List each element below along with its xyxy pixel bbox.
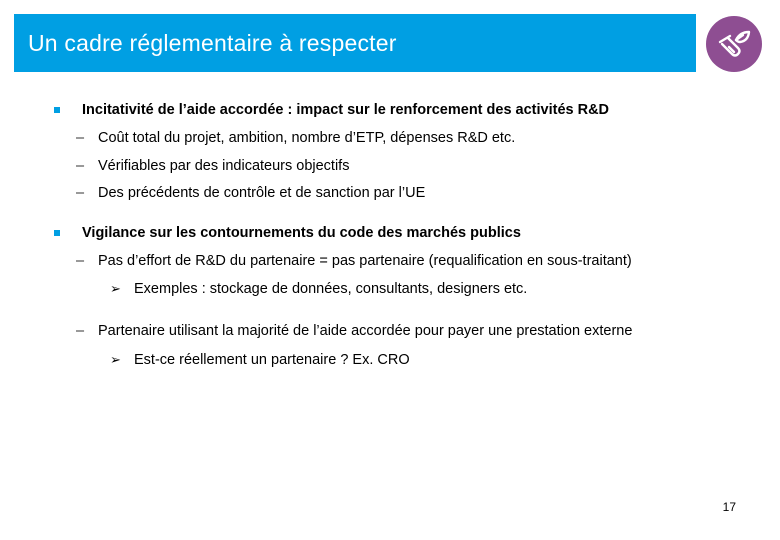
bullet-1-text: Incitativité de l’aide accordée : impact sur le renforcement des activités R&D <box>82 102 610 118</box>
dash-icon: – <box>76 323 85 339</box>
page-number: 17 <box>722 500 736 514</box>
arrow-bullet-icon: ➢ <box>110 352 121 367</box>
dash-icon: – <box>76 158 85 174</box>
sub-bullet <box>76 185 425 201</box>
bullet-1 <box>54 102 609 118</box>
sub-bullet <box>76 253 632 269</box>
sub-bullet-text: Des précédents de contrôle et de sanction par l’UE <box>98 185 426 201</box>
slide-title: Un cadre réglementaire à respecter <box>28 29 397 56</box>
sub-bullet-text: Vérifiables par des indicateurs objectifs <box>98 158 350 174</box>
sub-bullet <box>76 323 632 339</box>
dash-icon: – <box>76 130 85 146</box>
bullet-2 <box>54 225 521 241</box>
square-bullet-icon <box>54 107 60 113</box>
arrow-bullet-text: Exemples : stockage de données, consultants, designers etc. <box>134 281 528 297</box>
arrow-bullet-text: Est-ce réellement un partenaire ? Ex. CRO <box>134 352 410 368</box>
sub-bullet-text: Coût total du projet, ambition, nombre d’ETP, dépenses R&D etc. <box>98 130 516 146</box>
arrow-bullet <box>110 352 410 368</box>
arrow-bullet-icon: ➢ <box>110 281 121 296</box>
arrow-bullet <box>110 281 527 297</box>
square-bullet-icon <box>54 230 60 236</box>
dash-icon: – <box>76 185 85 201</box>
title-bar <box>14 14 696 72</box>
test-tube-leaf-icon <box>706 16 762 72</box>
sub-bullet <box>76 130 515 146</box>
sub-bullet-text: Partenaire utilisant la majorité de l’aide accordée pour payer une prestation externe <box>98 323 633 339</box>
dash-icon: – <box>76 253 85 269</box>
sub-bullet-text: Pas d’effort de R&D du partenaire = pas partenaire (requalification en sous-traitant) <box>98 253 632 269</box>
bullet-2-text: Vigilance sur les contournements du code des marchés publics <box>82 225 521 241</box>
sub-bullet <box>76 158 349 174</box>
